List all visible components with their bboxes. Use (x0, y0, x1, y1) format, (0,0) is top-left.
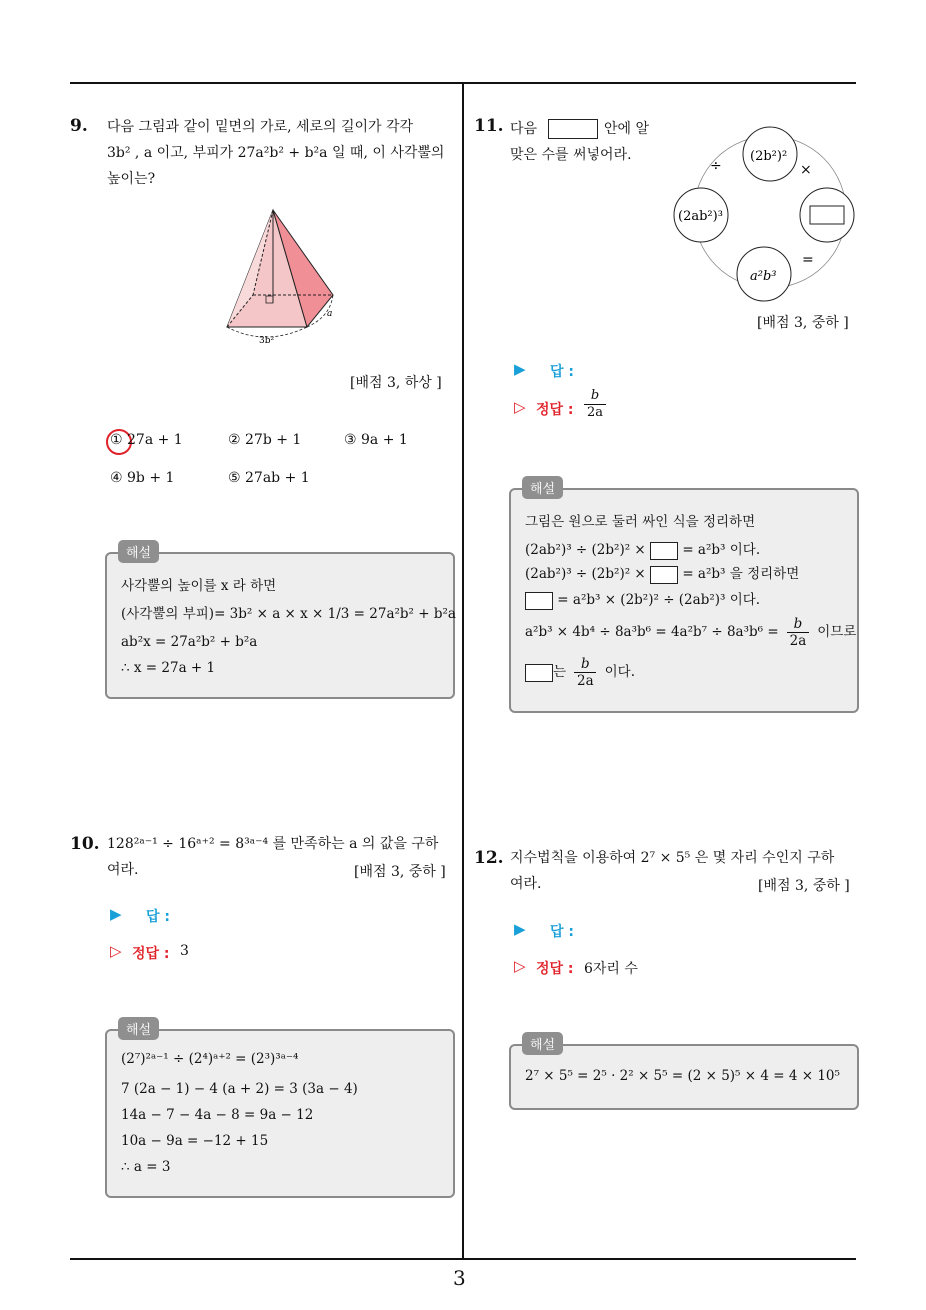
q10-answer-arrow-icon: ▶ (110, 905, 122, 923)
q10-correct-arrow-icon: ▷ (110, 942, 122, 960)
q11-circle-top: (2b²)² (750, 149, 788, 164)
q11-correct-label: 정답 : (536, 402, 574, 418)
q9-choice-5[interactable]: ⑤ 27ab + 1 (228, 470, 310, 486)
q9-fig-label-b: 3b² (259, 336, 275, 346)
q9-line1: 다음 그림과 같이 밑면의 가로, 세로의 길이가 각각 (107, 119, 414, 135)
page-number: 3 (453, 1266, 466, 1290)
q11-ex-frac1-den: 2a (789, 633, 807, 649)
q10-line2: 여라. (107, 862, 139, 878)
q11-ex-blank-1 (650, 542, 678, 560)
q11-ex-blank-3 (525, 592, 553, 610)
q11-ex-frac2-den: 2a (577, 673, 594, 689)
q11-line2: 맞은 수를 써넣어라. (510, 147, 632, 163)
q11-line1a: 다음 (510, 121, 538, 137)
q11-ex-line4: = a²b³ × (2b²)² ÷ (2ab²)³ 이다. (525, 588, 760, 610)
q12-correct-value: 6자리 수 (584, 961, 638, 977)
q9-line3: 높이는? (107, 171, 156, 187)
q11-ex-line1: 그림은 원으로 둘러 싸인 식을 정리하면 (525, 514, 756, 530)
q11-ex-line5: a²b³ × 4b⁴ ÷ 8a³b⁶ = 4a²b⁷ ÷ 8a³b⁶ = $\frac{b}{2a}$ 이므로 (525, 616, 857, 649)
q10-ex-line2: 7 (2a − 1) − 4 (a + 2) = 3 (3a − 4) (121, 1081, 358, 1097)
q11-score: [배점 3, 중하 ] (757, 315, 849, 331)
q11-op-divide: ÷ (710, 158, 722, 174)
q11-correct-den: 2a (586, 405, 604, 420)
q10-correct-value: 3 (180, 943, 189, 959)
q11-circle-diagram (672, 124, 858, 304)
q11-circle-bottom: a²b³ (750, 269, 777, 284)
q12-correct-arrow-icon: ▷ (514, 957, 526, 975)
q9-choice-2[interactable]: ② 27b + 1 (228, 432, 302, 448)
q9-choice-4[interactable]: ④ 9b + 1 (110, 470, 175, 486)
q9-choice-1[interactable]: ① 27a + 1 (110, 432, 183, 448)
q11-ex-blank-4 (525, 664, 553, 682)
q10-ex-line4: 10a − 9a = −12 + 15 (121, 1133, 269, 1149)
q12-ex-line1: 2⁷ × 5⁵ = 2⁵ · 2² × 5⁵ = (2 × 5)⁵ × 4 = 4 × 10⁵ (525, 1068, 840, 1084)
q10-correct-label: 정답 : (132, 946, 170, 962)
q12-line1: 지수법칙을 이용하여 2⁷ × 5⁵ 은 몇 자리 수인지 구하 (510, 850, 835, 866)
q12-explanation-tag: 해설 (522, 1032, 563, 1055)
q12-answer-arrow-icon: ▶ (514, 920, 526, 938)
q11-answer-arrow-icon: ▶ (514, 360, 526, 378)
q11-ex-frac2-num: b (574, 656, 596, 673)
q10-number: 10. (70, 834, 100, 854)
q11-number: 11. (474, 116, 504, 136)
q10-answer-label: 답 : (146, 909, 170, 925)
q11-ex-line3: (2ab²)³ ÷ (2b²)² × = a²b³ 을 정리하면 (525, 566, 800, 582)
q11-diagram-blank[interactable] (810, 206, 844, 224)
q11-circle-left: (2ab²)³ (678, 209, 723, 224)
q9-score: [배점 3, 하상 ] (350, 375, 442, 391)
bottom-rule (70, 1258, 856, 1260)
q9-ex-line3: ab²x = 27a²b² + b²a (121, 634, 258, 650)
q11-ex-frac1-num: b (787, 616, 809, 633)
q10-score: [배점 3, 중하 ] (354, 864, 446, 880)
q11-correct-num: b (584, 388, 606, 405)
q12-answer-label: 답 : (550, 924, 574, 940)
q9-number: 9. (70, 116, 88, 136)
q11-ex-blank-2 (650, 566, 678, 584)
q11-correct-arrow-icon: ▷ (514, 398, 526, 416)
q10-ex-line3: 14a − 7 − 4a − 8 = 9a − 12 (121, 1107, 314, 1123)
q11-explanation-box (509, 488, 859, 713)
q10-explanation-tag: 해설 (118, 1017, 159, 1040)
q11-ex-line2: (2ab²)³ ÷ (2b²)² × = a²b³ 이다. (525, 542, 761, 558)
q9-explanation-tag: 해설 (118, 540, 159, 563)
q9-ex-line2: (사각뿔의 부피)= 3b² × a × x × 1/3 = 27a²b² + b²a (121, 606, 456, 622)
q11-answer-label: 답 : (550, 364, 574, 380)
q10-ex-line1: (2⁷)²ᵃ⁻¹ ÷ (2⁴)ᵃ⁺² = (2³)³ᵃ⁻⁴ (121, 1051, 299, 1067)
q11-blank-box[interactable] (548, 119, 598, 139)
q11-line1b: 안에 알 (604, 121, 650, 137)
q10-explanation-box (105, 1029, 455, 1198)
q11-correct-fraction (584, 388, 606, 421)
q11-ex-line6: 는 $\frac{b}{2a}$ 이다. (525, 656, 635, 689)
q9-choice-3[interactable]: ③ 9a + 1 (344, 432, 408, 448)
q10-ex-line5: ∴ a = 3 (121, 1159, 171, 1175)
q12-number: 12. (474, 848, 504, 868)
q12-correct-label: 정답 : (536, 961, 574, 977)
q12-score: [배점 3, 중하 ] (758, 878, 850, 894)
column-divider (462, 83, 464, 1259)
q9-pyramid-figure (215, 205, 345, 350)
q11-op-equals: = (802, 252, 814, 268)
q11-op-times: × (800, 162, 812, 178)
q9-explanation-box (105, 552, 455, 699)
q10-line1: 128²ᵃ⁻¹ ÷ 16ᵃ⁺² = 8³ᵃ⁻⁴ 를 만족하는 a 의 값을 구하 (107, 836, 439, 852)
q9-ex-line4: ∴ x = 27a + 1 (121, 660, 216, 676)
q9-fig-label-a: a (327, 309, 333, 319)
q12-explanation-box (509, 1044, 859, 1110)
q12-line2: 여라. (510, 876, 542, 892)
q9-line2: 3b² , a 이고, 부피가 27a²b² + b²a 일 때, 이 사각뿔의 (107, 145, 445, 161)
q9-ex-line1: 사각뿔의 높이를 x 라 하면 (121, 578, 277, 594)
q11-explanation-tag: 해설 (522, 476, 563, 499)
